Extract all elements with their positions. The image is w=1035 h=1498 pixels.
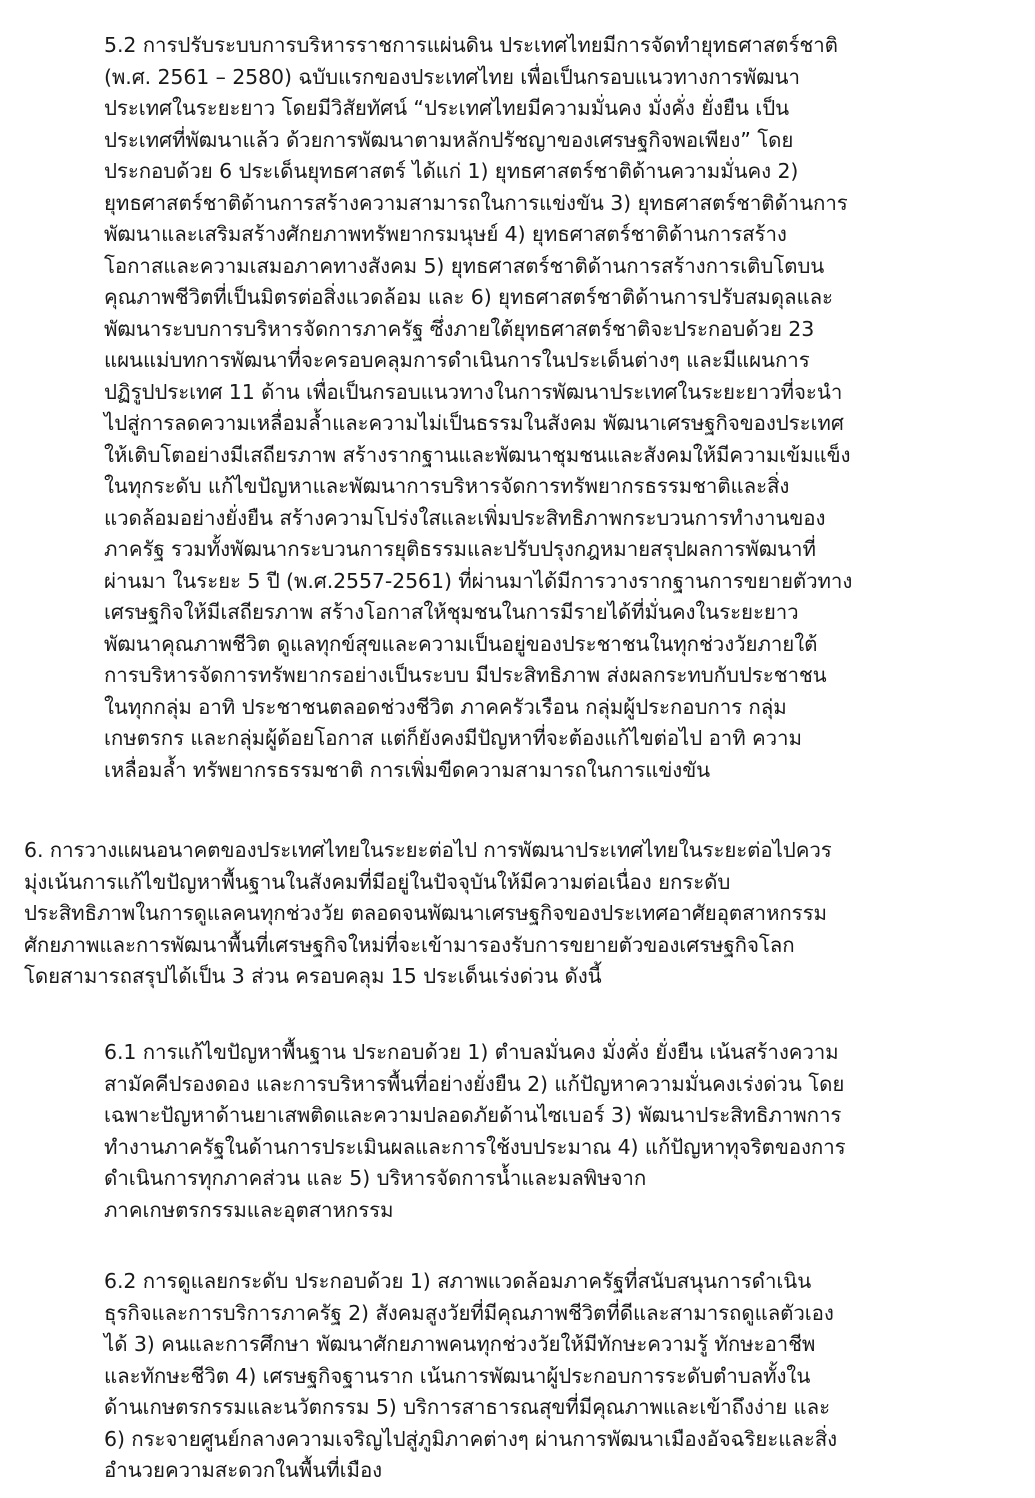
paragraph-6	[24, 835, 832, 993]
paragraph-6-1	[104, 1037, 846, 1226]
paragraph-5-2	[104, 30, 852, 786]
text-line: การบริหารจัดการทรัพยากรอย่างเป็นระบบ มีประสิทธิภาพ ส่งผลกระทบกับประชาชน	[104, 663, 827, 687]
text-line: ได้ 3) คนและการศึกษา พัฒนาศักยภาพคนทุกช่วงวัยให้มีทักษะความรู้ ทักษะอาชีพ	[104, 1332, 816, 1356]
text-line: ในทุกกลุ่ม อาทิ ประชาชนตลอดช่วงชีวิต ภาคครัวเรือน กลุ่มผู้ประกอบการ กลุ่ม	[104, 694, 787, 719]
text-line: โอกาสและความเสมอภาคทางสังคม 5) ยุทธศาสตร์ชาติด้านการสร้างการเติบโตบน	[104, 253, 825, 278]
text-line: คุณภาพชีวิตที่เป็นมิตรต่อสิ่งแวดล้อม และ 6) ยุทธศาสตร์ชาติด้านการปรับสมดุลและ	[104, 285, 833, 309]
text-line: ผ่านมา ในระยะ 5 ปี (พ.ศ.2557-2561) ที่ผ่านมาได้มีการวางรากฐานการขยายตัวทาง	[104, 568, 853, 593]
text-line: เกษตรกร และกลุ่มผู้ด้อยโอกาส แต่ก็ยังคงมีปัญหาที่จะต้องแก้ไขต่อไป อาทิ ความ	[104, 726, 802, 750]
text-line: 6.1 การแก้ไขปัญหาพื้นฐาน ประกอบด้วย 1) ตำบลมั่นคง มั่งคั่ง ยั่งยืน เน้นสร้างความ	[104, 1040, 839, 1064]
text-line: เฉพาะปัญหาด้านยาเสพติดและความปลอดภัยด้านไซเบอร์ 3) พัฒนาประสิทธิภาพการ	[104, 1103, 842, 1127]
text-line: ยุทธศาสตร์ชาติด้านการสร้างความสามารถในการแข่งขัน 3) ยุทธศาสตร์ชาติด้านการ	[104, 190, 848, 215]
text-line: 6) กระจายศูนย์กลางความเจริญไปสู่ภูมิภาคต่างๆ ผ่านการพัฒนาเมืองอัจฉริยะและสิ่ง	[104, 1426, 838, 1451]
text-line: พัฒนาคุณภาพชีวิต ดูแลทุกข์สุขและความเป็นอยู่ของประชาชนในทุกช่วงวัยภายใต้	[104, 631, 818, 656]
text-line: 6. การวางแผนอนาคตของประเทศไทยในระยะต่อไป การพัฒนาประเทศไทยในระยะต่อไปควร	[24, 838, 832, 862]
text-line: ทำงานภาครัฐในด้านการประเมินผลและการใช้งบประมาณ 4) แก้ปัญหาทุจริตของการ	[104, 1134, 846, 1159]
text-line: ให้เติบโตอย่างมีเสถียรภาพ สร้างรากฐานและพัฒนาชุมชนและสังคมให้มีความเข้มแข็ง	[104, 442, 851, 467]
text-line: ประกอบด้วย 6 ประเด็นยุทธศาสตร์ ได้แก่ 1) ยุทธศาสตร์ชาติด้านความมั่นคง 2)	[104, 159, 799, 183]
text-line: พัฒนาระบบการบริหารจัดการภาครัฐ ซึ่งภายใต้ยุทธศาสตร์ชาติจะประกอบด้วย 23	[104, 316, 815, 341]
text-line: ปฏิรูปประเทศ 11 ด้าน เพื่อเป็นกรอบแนวทางในการพัฒนาประเทศในระยะยาวที่จะนำ	[104, 379, 843, 404]
text-line: และทักษะชีวิต 4) เศรษฐกิจฐานราก เน้นการพัฒนาผู้ประกอบการระดับตำบลทั้งใน	[104, 1363, 811, 1388]
text-line: ประเทศที่พัฒนาแล้ว ด้วยการพัฒนาตามหลักปรัชญาของเศรษฐกิจพอเพียง” โดย	[104, 127, 794, 152]
text-line: 6.2 การดูแลยกระดับ ประกอบด้วย 1) สภาพแวดล้อมภาครัฐที่สนับสนุนการดำเนิน	[104, 1269, 812, 1293]
text-line: พัฒนาและเสริมสร้างศักยภาพทรัพยากรมนุษย์ 4) ยุทธศาสตร์ชาติด้านการสร้าง	[104, 222, 787, 246]
text-line: เศรษฐกิจให้มีเสถียรภาพ สร้างโอกาสให้ชุมชนในการมีรายได้ที่มั่นคงในระยะยาว	[104, 600, 799, 624]
text-line: ภาครัฐ รวมทั้งพัฒนากระบวนการยุติธรรมและปรับปรุงกฎหมายสรุปผลการพัฒนาที่	[104, 537, 816, 561]
text-line: แผนแม่บทการพัฒนาที่จะครอบคลุมการดำเนินการในประเด็นต่างๆ และมีแผนการ	[104, 348, 810, 372]
text-line: ธุรกิจและการบริการภาครัฐ 2) สังคมสูงวัยที่มีคุณภาพชีวิตที่ดีและสามารถดูแลตัวเอง	[104, 1300, 834, 1325]
text-line: (พ.ศ. 2561 – 2580) ฉบับแรกของประเทศไทย เพื่อเป็นกรอบแนวทางการพัฒนา	[104, 64, 800, 89]
paragraph-6-2	[104, 1266, 837, 1487]
text-line: สามัคคีปรองดอง และการบริหารพื้นที่อย่างยั่งยืน 2) แก้ปัญหาความมั่นคงเร่งด่วน โดย	[104, 1071, 845, 1096]
text-line: โดยสามารถสรุปได้เป็น 3 ส่วน ครอบคลุม 15 ประเด็นเร่งด่วน ดังนี้	[24, 964, 602, 988]
text-line: ดำเนินการทุกภาคส่วน และ 5) บริหารจัดการน้ำและมลพิษจาก	[104, 1166, 647, 1190]
text-line: เหลื่อมล้ำ ทรัพยากรธรรมชาติ การเพิ่มขีดความสามารถในการแข่งขัน	[104, 757, 711, 782]
text-line: ประสิทธิภาพในการดูแลคนทุกช่วงวัย ตลอดจนพัฒนาเศรษฐกิจของประเทศอาศัยอุตสาหกรรม	[24, 901, 827, 925]
text-line: ประเทศในระยะยาว โดยมีวิสัยทัศน์ “ประเทศไทยมีความมั่นคง มั่งคั่ง ยั่งยืน เป็น	[104, 96, 790, 120]
text-line: 5.2 การปรับระบบการบริหารราชการแผ่นดิน ประเทศไทยมีการจัดทำยุทธศาสตร์ชาติ	[104, 33, 838, 57]
text-line: ด้านเกษตรกรรมและนวัตกรรม 5) บริการสาธารณสุขที่มีคุณภาพและเข้าถึงง่าย และ	[104, 1395, 831, 1419]
text-line: มุ่งเน้นการแก้ไขปัญหาพื้นฐานในสังคมที่มีอยู่ในปัจจุบันให้มีความต่อเนื่อง ยกระดับ	[24, 869, 731, 894]
text-line: ภาคเกษตรกรรมและอุตสาหกรรม	[104, 1197, 394, 1222]
text-line: แวดล้อมอย่างยั่งยืน สร้างความโปร่งใสและเพิ่มประสิทธิภาพกระบวนการทำงานของ	[104, 505, 826, 530]
text-line: ไปสู่การลดความเหลื่อมล้ำและความไม่เป็นธรรมในสังคม พัฒนาเศรษฐกิจของประเทศ	[104, 411, 844, 435]
text-line: อำนวยความสะดวกในพื้นที่เมือง	[104, 1458, 383, 1482]
text-line: ศักยภาพและการพัฒนาพื้นที่เศรษฐกิจใหม่ที่จะเข้ามารองรับการขยายตัวของเศรษฐกิจโลก	[24, 932, 795, 957]
text-line: ในทุกระดับ แก้ไขปัญหาและพัฒนาการบริหารจัดการทรัพยากรธรรมชาติและสิ่ง	[104, 474, 790, 498]
